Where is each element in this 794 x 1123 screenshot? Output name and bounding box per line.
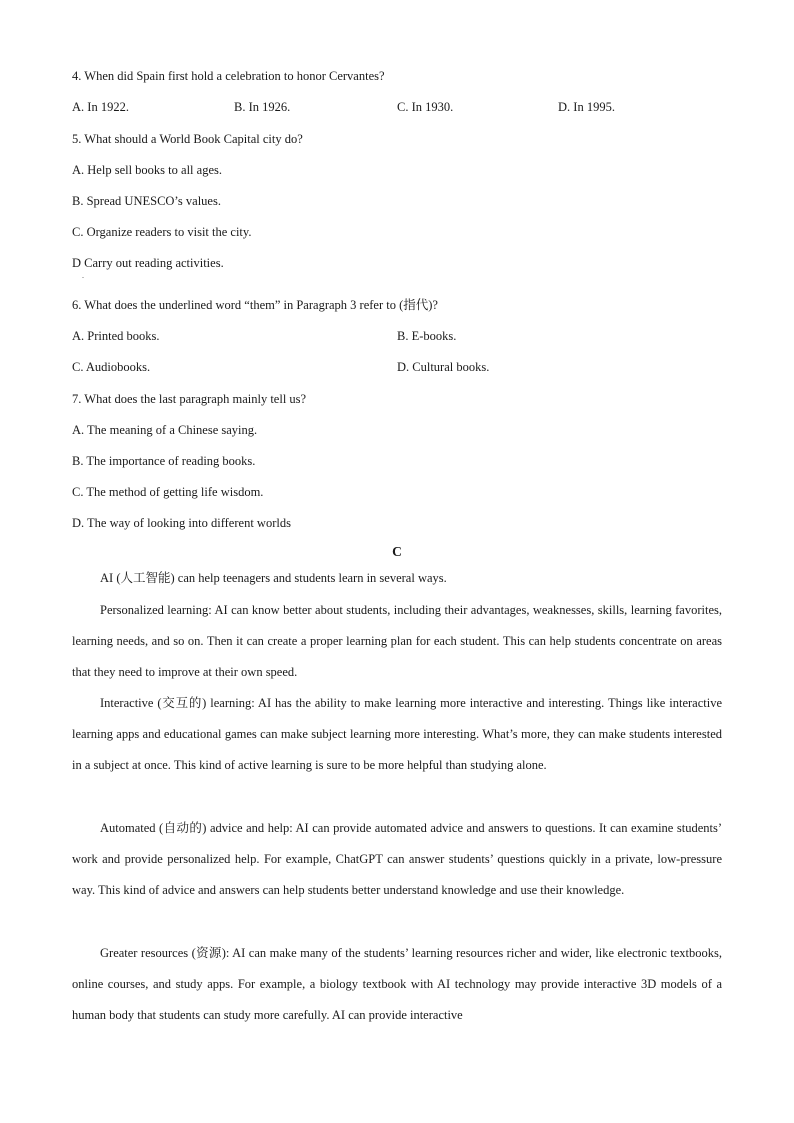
question-7-option-b: B. The importance of reading books. <box>72 454 256 468</box>
question-7-option-d: D. The way of looking into different worlds <box>72 516 291 530</box>
stray-dot-mark: . <box>82 271 84 280</box>
passage-paragraph-4: Automated (自动的) advice and help: AI can provide automated advice and answers to questions. It can examine students’ work and provide personalized help. For example, ChatGPT can answer students’ questions quickly in a private, low-pressure way. This kind of advice and answers can help students better understand knowledge and use their knowledge. <box>72 821 722 898</box>
question-5-option-b: B. Spread UNESCO’s values. <box>72 194 221 208</box>
question-4-option-b: B. In 1926. <box>234 100 291 114</box>
passage-paragraph-1: AI (人工智能) can help teenagers and students learn in several ways. <box>100 571 447 585</box>
passage-paragraph-5: Greater resources (资源): AI can make many of the students’ learning resources richer and wider, like electronic textbooks, online courses, and study apps. For example, a biology textbook with AI technology may provide interactive 3D models of a human body that students can study more carefully. AI can provide interactive <box>72 946 722 1023</box>
question-4-option-a: A. In 1922. <box>72 100 129 114</box>
question-6-option-d: D. Cultural books. <box>397 360 490 374</box>
question-5-stem: 5. What should a World Book Capital city do? <box>72 132 303 146</box>
question-4-stem: 4. When did Spain first hold a celebration to honor Cervantes? <box>72 69 385 83</box>
question-6-option-b: B. E-books. <box>397 329 457 343</box>
section-title: C <box>392 544 402 559</box>
passage-paragraph-2: Personalized learning: AI can know better about students, including their advantages, weaknesses, skills, learning favorites, learning needs, and so on. Then it can create a proper learning plan for each student. This can help students concentrate on areas that they need to improve at their own speed. <box>72 603 722 680</box>
question-6-option-a: A. Printed books. <box>72 329 160 343</box>
question-5-option-d: D Carry out reading activities. <box>72 256 224 270</box>
question-7-option-c: C. The method of getting life wisdom. <box>72 485 264 499</box>
question-5-option-a: A. Help sell books to all ages. <box>72 163 222 177</box>
passage-paragraph-3: Interactive (交互的) learning: AI has the ability to make learning more interactive and interesting. Things like interactive learning apps and educational games can make subject learning more interesting. What’s more, they can make students interested in a subject at once. This kind of active learning is sure to be more helpful than studying alone. <box>72 696 722 773</box>
question-4-option-c: C. In 1930. <box>397 100 454 114</box>
question-6-option-c: C. Audiobooks. <box>72 360 151 374</box>
question-7-option-a: A. The meaning of a Chinese saying. <box>72 423 258 437</box>
question-5-option-c: C. Organize readers to visit the city. <box>72 225 252 239</box>
question-4-option-d: D. In 1995. <box>558 100 615 114</box>
question-7-stem: 7. What does the last paragraph mainly tell us? <box>72 392 307 406</box>
question-6-stem: 6. What does the underlined word “them” in Paragraph 3 refer to (指代)? <box>72 298 438 312</box>
